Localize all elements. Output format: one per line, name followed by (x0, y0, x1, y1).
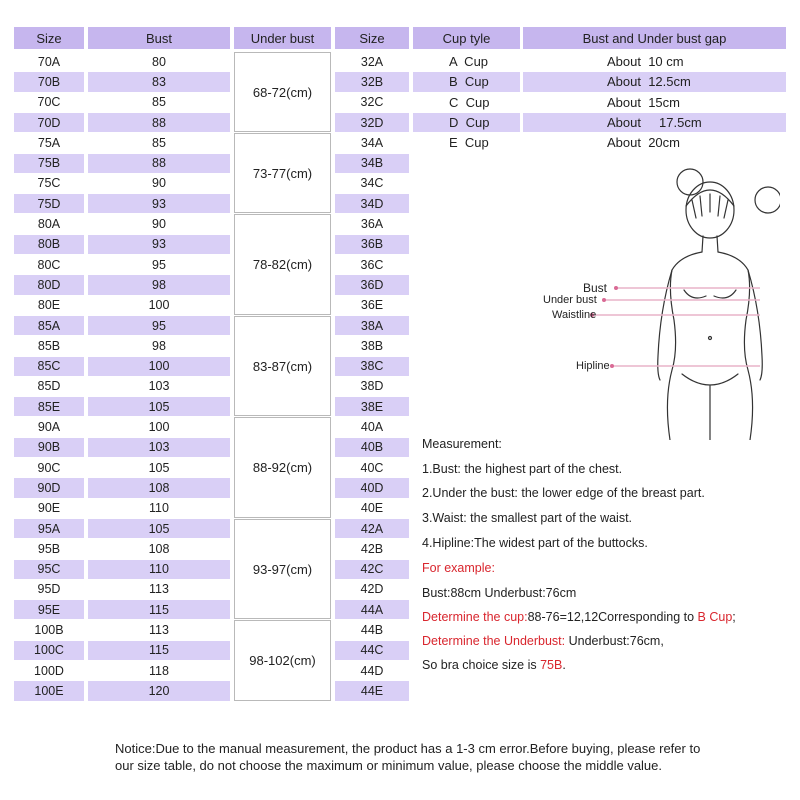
size-cell: 80C (37, 257, 61, 272)
size-cell: 75A (37, 135, 61, 150)
us-size-cell: 40C (360, 460, 384, 475)
us-size-cell: 38B (360, 338, 384, 353)
under-bust-group: 93-97(cm) (234, 519, 331, 620)
size-cell: 85B (37, 338, 61, 353)
size-cell: 80A (37, 217, 61, 232)
bust-cell: 98 (152, 338, 166, 353)
bust-cell: 98 (88, 275, 230, 294)
determine-cup-line (422, 610, 736, 624)
us-size-cell: 32B (335, 72, 409, 91)
size-cell: 85E (14, 397, 84, 416)
choice-line (422, 658, 566, 672)
size-cell: 95E (14, 600, 84, 619)
bust-cell: 110 (88, 560, 230, 579)
size-cell: 70B (14, 72, 84, 91)
size-cell: 70A (37, 54, 61, 69)
bust-cell: 115 (88, 641, 230, 660)
cup-gap-cell: About 12.5cm (523, 72, 786, 91)
header-bust: Bust (88, 27, 230, 49)
under-bust-group: 78-82(cm) (234, 214, 331, 315)
bust-cell: 100 (148, 298, 170, 313)
us-size-cell: 44E (335, 681, 409, 700)
bust-cell: 105 (88, 519, 230, 538)
choice-prefix: So bra choice size is (422, 658, 541, 672)
us-size-cell: 40E (360, 501, 384, 516)
bust-cell: 100 (88, 357, 230, 376)
us-size-cell: 38C (335, 357, 409, 376)
us-size-cell: 38E (335, 397, 409, 416)
under-bust-group: 68-72(cm) (234, 52, 331, 132)
bust-cell: 115 (88, 600, 230, 619)
size-cell: 95B (37, 541, 61, 556)
under-bust-group: 83-87(cm) (234, 316, 331, 417)
bust-cell: 108 (88, 478, 230, 497)
us-size-cell: 34D (335, 194, 409, 213)
us-size-cell: 36D (335, 275, 409, 294)
cup-type-cell: C Cup (449, 94, 490, 110)
cup-type-cell: D Cup (413, 113, 520, 132)
us-size-cell: 44B (360, 623, 384, 638)
size-cell: 95D (37, 582, 61, 597)
size-cell: 90C (37, 460, 61, 475)
size-cell: 75D (14, 194, 84, 213)
determine-cup-prefix: Determine the cup: (422, 610, 528, 624)
us-size-cell: 32A (360, 54, 384, 69)
us-size-cell: 40B (335, 438, 409, 457)
us-size-cell: 34B (335, 154, 409, 173)
label-under-bust: Under bust (543, 294, 597, 306)
size-cell: 100D (34, 663, 64, 678)
us-size-cell: 36C (360, 257, 384, 272)
under-bust-group: 73-77(cm) (234, 133, 331, 213)
bust-cell: 118 (149, 663, 169, 678)
measurement-item-2: 2.Under the bust: the lower edge of the breast part. (422, 486, 705, 500)
determine-cup-result: B Cup (697, 610, 733, 624)
us-size-cell: 34C (360, 176, 384, 191)
label-waistline: Waistline (552, 309, 597, 321)
determine-underbust-value: Underbust:76cm, (565, 634, 664, 648)
header-size-us: Size (335, 27, 409, 49)
bust-cell: 83 (88, 72, 230, 91)
determine-cup-calc: 88-76=12,12Corresponding to (527, 610, 698, 624)
us-size-cell: 32C (360, 95, 384, 110)
us-size-cell: 44C (335, 641, 409, 660)
size-cell: 85D (37, 379, 61, 394)
us-size-cell: 36E (360, 298, 384, 313)
size-cell: 90A (37, 420, 61, 435)
size-cell: 90E (37, 501, 61, 516)
cup-gap-cell: About 17.5cm (523, 113, 786, 132)
us-size-cell: 42A (335, 519, 409, 538)
us-size-cell: 42C (335, 560, 409, 579)
header-cup-type: Cup tyle (413, 27, 520, 49)
size-cell: 100E (14, 681, 84, 700)
us-size-cell: 36B (335, 235, 409, 254)
size-cell: 100B (34, 623, 64, 638)
bust-cell: 103 (148, 379, 170, 394)
header-gap: Bust and Under bust gap (523, 27, 786, 49)
size-cell: 80B (14, 235, 84, 254)
choice-suffix: . (562, 658, 566, 672)
bust-cell: 93 (88, 194, 230, 213)
bust-cell: 95 (152, 257, 166, 272)
bust-cell: 120 (88, 681, 230, 700)
bust-cell: 105 (148, 460, 170, 475)
us-size-cell: 38A (335, 316, 409, 335)
bust-cell: 110 (149, 501, 169, 516)
size-cell: 90D (14, 478, 84, 497)
us-size-cell: 40D (335, 478, 409, 497)
us-size-cell: 42B (360, 541, 384, 556)
cup-gap-cell: About 20cm (607, 135, 680, 151)
determine-underbust-prefix: Determine the Underbust: (422, 634, 566, 648)
size-cell: 85A (14, 316, 84, 335)
measurement-item-4: 4.Hipline:The widest part of the buttocks. (422, 536, 648, 550)
bust-cell: 95 (88, 316, 230, 335)
hair-bun-side (755, 187, 780, 213)
size-cell: 80E (37, 298, 61, 313)
measurement-title: Measurement: (422, 437, 502, 451)
size-cell: 85C (14, 357, 84, 376)
bust-cell: 100 (148, 420, 170, 435)
size-cell: 70D (14, 113, 84, 132)
bust-cell: 88 (88, 154, 230, 173)
bust-cell: 80 (152, 54, 166, 69)
size-cell: 70C (37, 95, 61, 110)
measurement-item-3: 3.Waist: the smallest part of the waist. (422, 511, 633, 525)
determine-underbust-line (422, 634, 664, 648)
us-size-cell: 32D (335, 113, 409, 132)
size-cell: 75C (37, 176, 61, 191)
size-cell: 80D (14, 275, 84, 294)
example-title: For example: (422, 561, 495, 575)
label-hipline: Hipline (576, 360, 610, 372)
bust-cell: 90 (152, 176, 166, 191)
example-values: Bust:88cm Underbust:76cm (422, 586, 577, 600)
bust-cell: 105 (88, 397, 230, 416)
bust-cell: 88 (88, 113, 230, 132)
determine-cup-suffix: ; (732, 610, 736, 624)
size-cell: 90B (14, 438, 84, 457)
us-size-cell: 38D (360, 379, 384, 394)
bust-cell: 90 (152, 217, 166, 232)
cup-gap-cell: About 10 cm (607, 54, 684, 70)
bust-cell: 85 (152, 135, 166, 150)
cup-type-cell: B Cup (413, 72, 520, 91)
us-size-cell: 42D (360, 582, 384, 597)
header-size: Size (14, 27, 84, 49)
us-size-cell: 36A (360, 217, 384, 232)
size-cell: 75B (14, 154, 84, 173)
us-size-cell: 34A (360, 135, 384, 150)
size-cell: 95A (14, 519, 84, 538)
cup-type-cell: E Cup (449, 135, 489, 151)
bust-cell: 113 (149, 582, 169, 597)
size-cell: 100C (14, 641, 84, 660)
notice-text: Notice:Due to the manual measurement, the product has a 1-3 cm error.Before buying, please refer to our size table, do not choose the maximum or minimum value, please choose the middle value. (115, 741, 701, 773)
label-bust: Bust (583, 281, 608, 295)
us-size-cell: 44A (335, 600, 409, 619)
us-size-cell: 44D (360, 663, 384, 678)
header-under-bust: Under bust (234, 27, 331, 49)
cup-gap-cell: About 15cm (607, 94, 680, 110)
choice-size: 75B (540, 658, 563, 672)
bust-cell: 103 (88, 438, 230, 457)
measurement-item-1: 1.Bust: the highest part of the chest. (422, 462, 623, 476)
bust-cell: 113 (149, 623, 169, 638)
size-cell: 95C (14, 560, 84, 579)
bust-cell: 93 (88, 235, 230, 254)
cup-type-cell: A Cup (449, 54, 489, 70)
bust-cell: 85 (152, 95, 166, 110)
bust-cell: 108 (148, 541, 170, 556)
hair-bun-top (677, 169, 703, 195)
under-bust-group: 98-102(cm) (234, 620, 331, 700)
under-bust-group: 88-92(cm) (234, 417, 331, 518)
us-size-cell: 40A (360, 420, 384, 435)
